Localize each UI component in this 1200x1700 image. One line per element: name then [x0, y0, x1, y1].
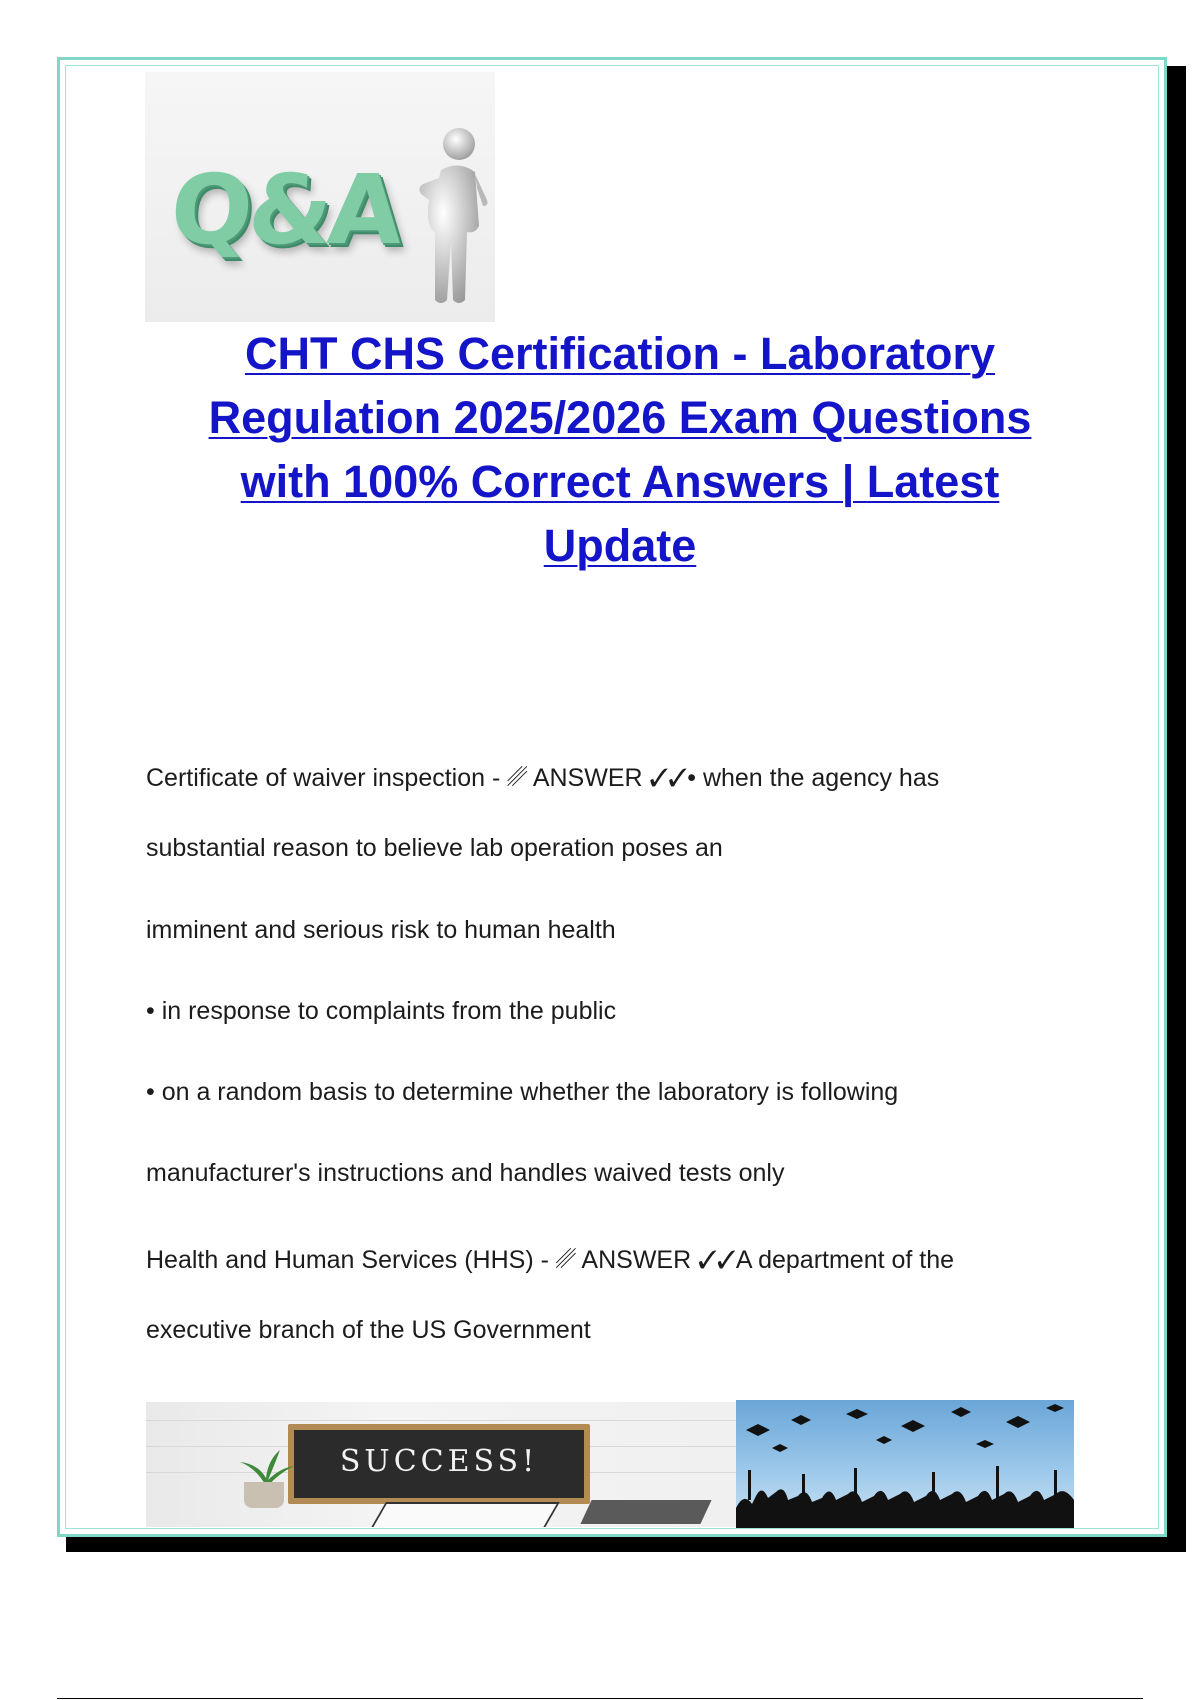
graduation-banner-image	[736, 1400, 1074, 1528]
qa-line: • in response to complaints from the public	[146, 997, 617, 1025]
qa-entry-1	[146, 765, 1096, 1186]
document-title[interactable]	[150, 322, 1090, 578]
qa-logo-image	[145, 72, 495, 322]
qa-entry-2	[146, 1247, 1096, 1343]
title-line-4: Update	[543, 520, 697, 571]
qa-line: manufacturer's instructions and handles waived tests only	[146, 1159, 785, 1187]
clipboard	[366, 1502, 560, 1527]
title-line-1: CHT CHS Certification - Laboratory	[244, 328, 996, 379]
success-banner-image	[146, 1402, 736, 1527]
title-line-2: Regulation 2025/2026 Exam Questions	[208, 392, 1032, 443]
qa-line: substantial reason to believe lab operation poses an	[146, 834, 723, 862]
title-line-3: with 100% Correct Answers | Latest	[240, 456, 1000, 507]
graduation-caps-icon	[736, 1400, 1074, 1528]
chalkboard-text: SUCCESS!	[339, 1444, 539, 1479]
footer-rule	[57, 1698, 1143, 1699]
qa-line: Health and Human Services (HHS) - ␥ ANSWER ✓✓A department of the	[146, 1246, 955, 1274]
wall-plank-line	[146, 1420, 736, 1421]
calculator	[580, 1500, 711, 1524]
qa-line: imminent and serious risk to human health	[146, 916, 616, 944]
person-figure-icon	[413, 122, 493, 312]
qa-line: executive branch of the US Government	[146, 1316, 591, 1344]
qa-logo-text: Q&A	[167, 154, 403, 266]
qa-line: • on a random basis to determine whether the laboratory is following	[146, 1078, 899, 1106]
qa-line: Certificate of waiver inspection - ␥ ANSWER ✓✓• when the agency has	[146, 764, 940, 792]
plant-pot	[244, 1482, 284, 1508]
chalkboard	[288, 1424, 590, 1504]
